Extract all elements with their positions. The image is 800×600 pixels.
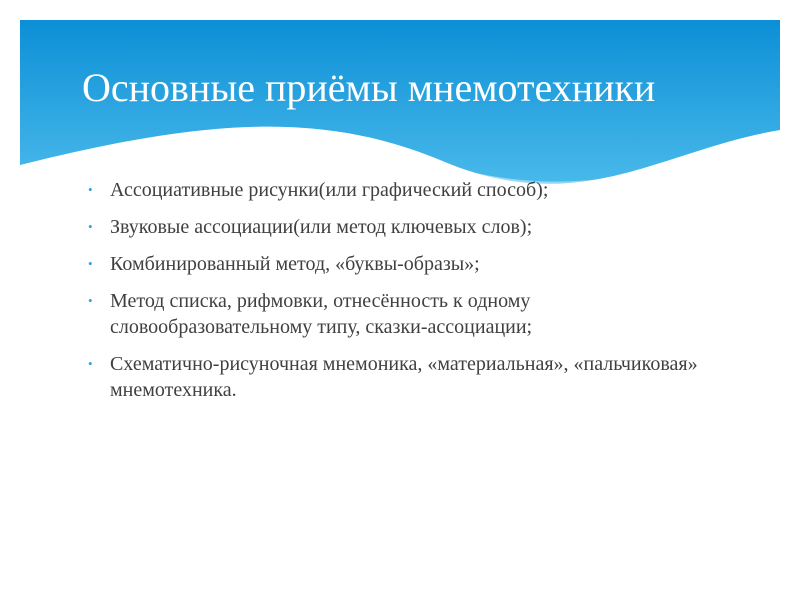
bullet-icon: • xyxy=(88,182,93,197)
bullet-icon: • xyxy=(88,293,93,308)
bullet-icon: • xyxy=(88,219,93,234)
list-item xyxy=(88,288,728,340)
bullet-text: Звуковые ассоциации(или метод ключевых слов); xyxy=(110,216,533,238)
list-item xyxy=(88,251,728,277)
list-item xyxy=(88,214,728,240)
list-item xyxy=(88,351,728,403)
bullet-list xyxy=(88,177,728,414)
bullet-text: Комбинированный метод, «буквы-образы»; xyxy=(110,253,480,275)
bullet-icon: • xyxy=(88,256,93,271)
bullet-text: Схематично-рисуночная мнемоника, «материальная», «пальчиковая» мнемотехника. xyxy=(110,353,698,401)
slide-title: Основные приёмы мнемотехники xyxy=(82,65,656,110)
bullet-text: Ассоциативные рисунки(или графический способ); xyxy=(110,179,549,201)
bullet-text: Метод списка, рифмовки, отнесённость к одному словообразовательному типу, сказки-ассоциации; xyxy=(110,290,533,338)
list-item xyxy=(88,177,728,203)
bullet-icon: • xyxy=(88,356,93,371)
